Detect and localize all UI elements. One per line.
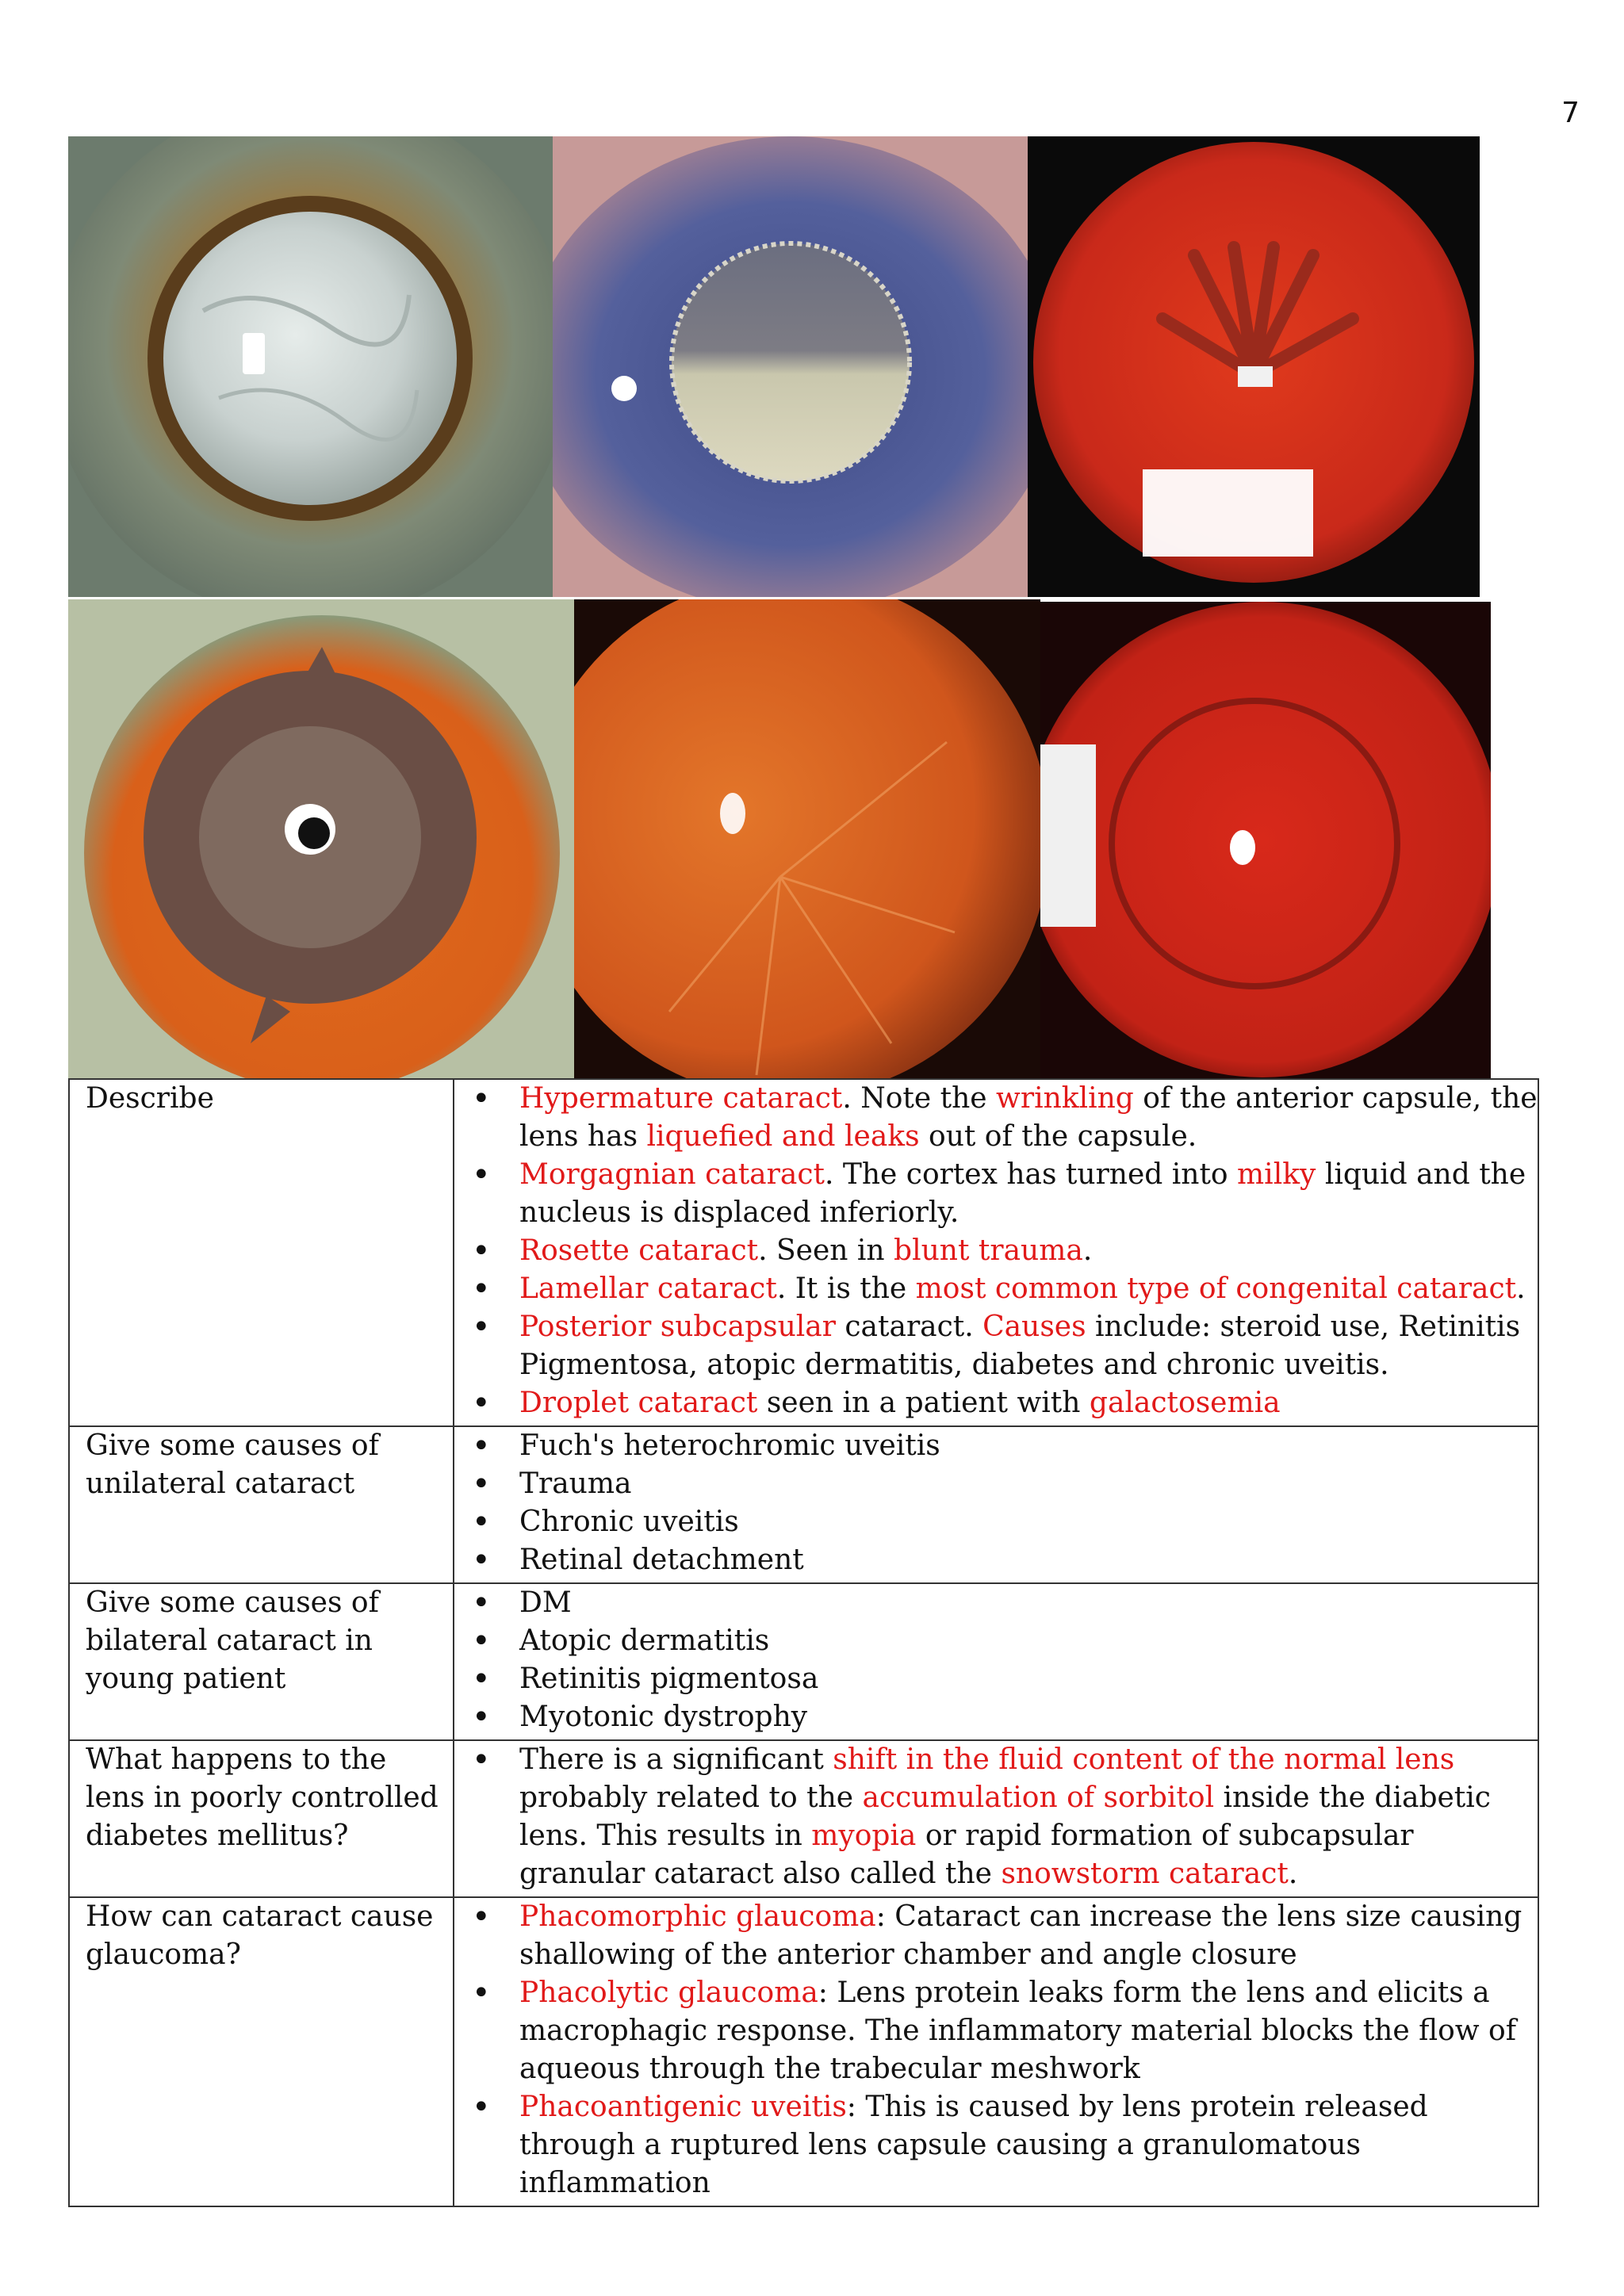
answer-text: Trauma	[519, 1468, 632, 1500]
list-item	[454, 1465, 1538, 1503]
highlighted-term: Lamellar cataract	[519, 1272, 777, 1305]
answer-list	[454, 1427, 1538, 1579]
answer-text: include: steroid use, Retinitis Pigmentosa, atopic dermatitis, diabetes and chronic uveitis.	[519, 1311, 1521, 1381]
highlighted-term: liquefied and leaks	[646, 1120, 920, 1153]
answer-list	[454, 1898, 1538, 2202]
answer-text: of the anterior capsule, the lens has	[519, 1082, 1538, 1153]
highlighted-term: milky	[1237, 1158, 1316, 1191]
table-row	[69, 1740, 1538, 1897]
morgagnian-cataract-photo	[553, 136, 1028, 597]
answer-text: liquid and the nucleus is displaced inferiorly.	[519, 1158, 1526, 1229]
list-item	[454, 1427, 1538, 1465]
lamellar-cataract-photo	[68, 599, 574, 1078]
highlighted-term: blunt trauma	[894, 1234, 1083, 1267]
answer-text: DM	[519, 1586, 572, 1619]
question-cell: Give some causes of bilateral cataract in young patient	[69, 1583, 454, 1740]
answer-text: .	[1082, 1234, 1093, 1267]
highlighted-term: wrinkling	[996, 1082, 1134, 1115]
droplet-cataract-photo	[1040, 602, 1491, 1078]
answer-list	[454, 1584, 1538, 1736]
list-item	[454, 1384, 1538, 1422]
highlighted-term: shift in the fluid content of the normal lens	[833, 1743, 1455, 1776]
highlighted-term: myopia	[811, 1820, 917, 1852]
answer-text: : Lens protein leaks form the lens and elicits a macrophagic response. The inflammatory material blocks the flow of aqueous through the trabecular meshwork	[519, 1976, 1517, 2085]
answer-text: inside the diabetic lens. This results in	[519, 1781, 1491, 1852]
table-row	[69, 1426, 1538, 1583]
answer-text: . Seen in	[758, 1234, 894, 1267]
list-item	[454, 1698, 1538, 1736]
answer-cell	[454, 1740, 1538, 1897]
highlighted-term: Morgagnian cataract	[519, 1158, 825, 1191]
answer-text: or rapid formation of subcapsular granular cataract also called the	[519, 1820, 1414, 1890]
highlighted-term: accumulation of sorbitol	[862, 1781, 1215, 1814]
list-item	[454, 1541, 1538, 1579]
table-row	[69, 1897, 1538, 2206]
answer-list	[454, 1080, 1538, 1422]
list-item	[454, 1974, 1538, 2088]
list-item	[454, 1232, 1538, 1270]
answer-text: out of the capsule.	[919, 1120, 1197, 1153]
highlighted-term: Phacoantigenic uveitis	[519, 2091, 847, 2123]
answer-text: Fuch's heterochromic uveitis	[519, 1429, 940, 1462]
answer-text: . Note the	[842, 1082, 997, 1115]
list-item	[454, 2088, 1538, 2202]
list-item	[454, 1503, 1538, 1541]
question-cell: Give some causes of unilateral cataract	[69, 1426, 454, 1583]
answer-cell	[454, 1897, 1538, 2206]
answer-text: seen in a patient with	[757, 1387, 1090, 1419]
highlighted-term: Causes	[982, 1311, 1086, 1343]
answer-text: . It is the	[776, 1272, 916, 1305]
answer-text: There is a significant	[519, 1743, 833, 1776]
list-item	[454, 1080, 1538, 1156]
highlighted-term: Rosette cataract	[519, 1234, 759, 1267]
answer-list	[454, 1741, 1538, 1893]
list-item	[454, 1584, 1538, 1622]
answer-cell	[454, 1583, 1538, 1740]
list-item	[454, 1156, 1538, 1232]
page-number: 7	[1561, 97, 1580, 129]
qa-table	[68, 1078, 1539, 2207]
posterior-subcapsular-cataract-photo	[574, 599, 1040, 1078]
list-item	[454, 1308, 1538, 1384]
highlighted-term: Phacomorphic glaucoma	[519, 1900, 876, 1933]
list-item	[454, 1270, 1538, 1308]
answer-text: Atopic dermatitis	[519, 1624, 770, 1657]
answer-text: probably related to the	[519, 1781, 863, 1814]
answer-text: cataract.	[835, 1311, 983, 1343]
answer-text: : Cataract can increase the lens size causing shallowing of the anterior chamber and angle closure	[519, 1900, 1522, 1971]
highlighted-term: Phacolytic glaucoma	[519, 1976, 818, 2009]
list-item	[454, 1741, 1538, 1893]
rosette-cataract-photo	[1028, 136, 1480, 597]
answer-text: Myotonic dystrophy	[519, 1701, 808, 1733]
question-cell: What happens to the lens in poorly controlled diabetes mellitus?	[69, 1740, 454, 1897]
question-cell: Describe	[69, 1079, 454, 1426]
hypermature-cataract-photo	[68, 136, 553, 597]
highlighted-term: most common type of congenital cataract	[915, 1272, 1517, 1305]
highlighted-term: Hypermature cataract	[519, 1082, 843, 1115]
table-row	[69, 1079, 1538, 1426]
highlighted-term: snowstorm cataract	[1001, 1858, 1289, 1890]
answer-text: .	[1288, 1858, 1298, 1890]
list-item	[454, 1660, 1538, 1698]
highlighted-term: Droplet cataract	[519, 1387, 758, 1419]
answer-text: Retinal detachment	[519, 1544, 804, 1576]
question-cell: How can cataract cause glaucoma?	[69, 1897, 454, 2206]
answer-text: : This is caused by lens protein released through a ruptured lens capsule causing a granulomatous inflammation	[519, 2091, 1428, 2199]
answer-cell	[454, 1426, 1538, 1583]
answer-text: . The cortex has turned into	[824, 1158, 1238, 1191]
table-row	[69, 1583, 1538, 1740]
highlighted-term: Posterior subcapsular	[519, 1311, 836, 1343]
answer-text: Retinitis pigmentosa	[519, 1663, 819, 1695]
list-item	[454, 1622, 1538, 1660]
highlighted-term: galactosemia	[1089, 1387, 1281, 1419]
answer-cell	[454, 1079, 1538, 1426]
list-item	[454, 1898, 1538, 1974]
answer-text: Chronic uveitis	[519, 1506, 739, 1538]
answer-text: .	[1516, 1272, 1526, 1305]
